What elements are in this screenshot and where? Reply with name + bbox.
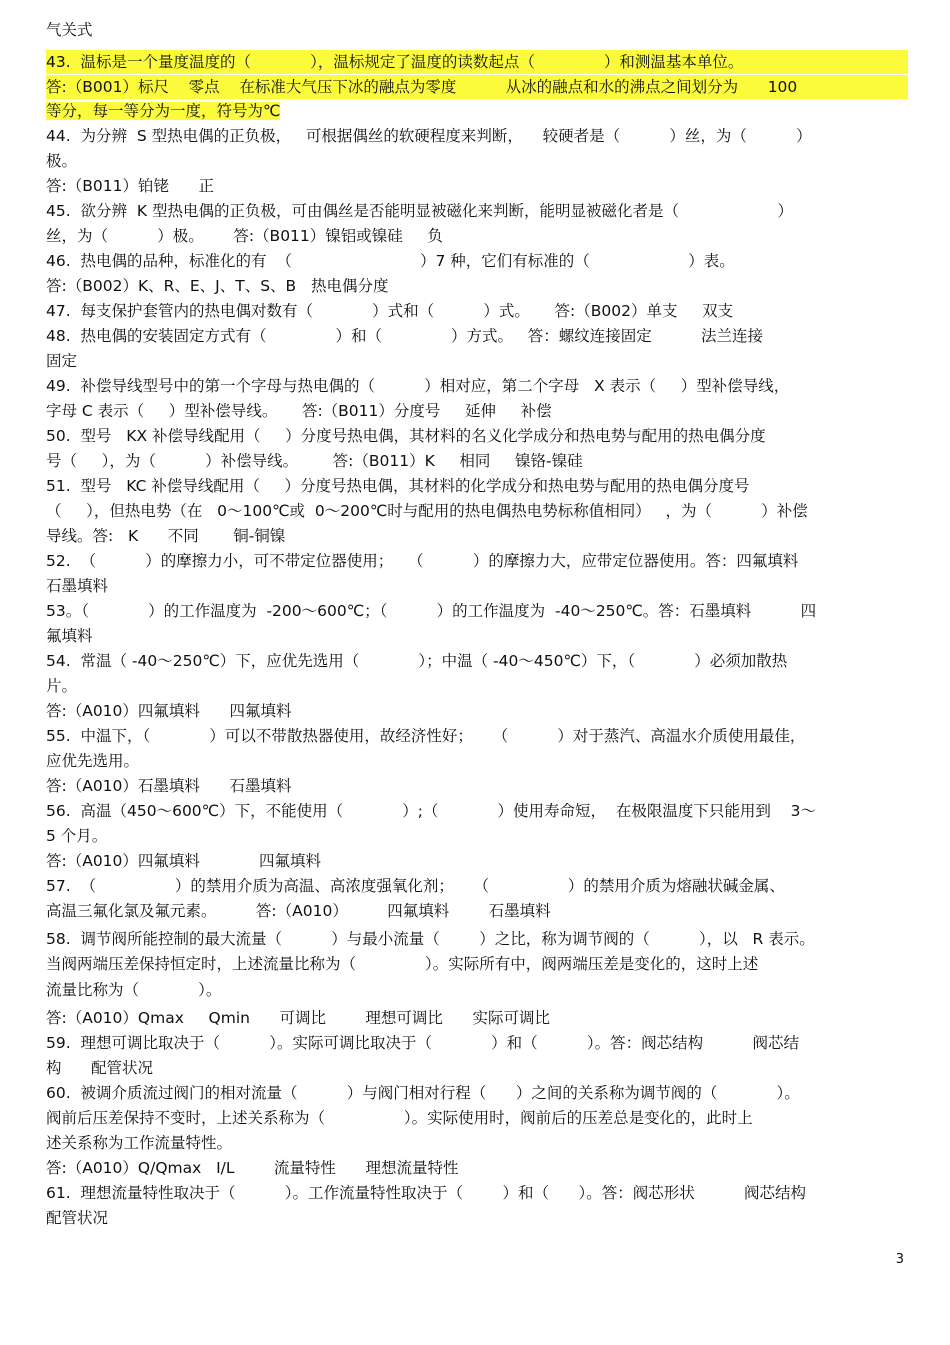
text-line: 60. 被调介质流过阀门的相对流量（ ）与阀门相对行程（ ）之间的关系称为调节阀的（ ）。 — [46, 1084, 800, 1102]
text-line: 述关系称为工作流量特性。 — [46, 1134, 233, 1152]
text-line: 应优先选用。 — [46, 752, 140, 770]
text-line: 46. 热电偶的品种，标准化的有 （ ）7 种，它们有标准的（ ）表。 — [46, 252, 735, 270]
text-line: 59. 理想可调比取决于（ ）。实际可调比取决于（ ）和（ ）。答：阀芯结构 阀芯结 — [46, 1034, 799, 1052]
text-line: 56. 高温（450～600℃）下，不能使用（ ）;（ ）使用寿命短， 在极限温度下只能用到 3～ — [46, 802, 816, 820]
text-line: 构 配管状况 — [46, 1059, 154, 1077]
text-line: 氟填料 — [46, 627, 93, 645]
highlighted-line: 答:（B001）标尺 零点 在标准大气压下冰的融点为零度 从冰的融点和水的沸点之间划分为 100 — [46, 75, 908, 99]
text-line: 49. 补偿导线型号中的第一个字母与热电偶的（ ）相对应，第二个字母 X 表示（ ）型补偿导线， — [46, 377, 790, 395]
text-line: 阀前后压差保持不变时，上述关系称为（ ）。实际使用时，阀前后的压差总是变化的，此时上 — [46, 1109, 753, 1127]
text-line: 固定 — [46, 352, 78, 370]
text-line: 58. 调节阀所能控制的最大流量（ ）与最小流量（ ）之比，称为调节阀的（ ），以 R 表示。 — [46, 930, 815, 948]
text-line: 47. 每支保护套管内的热电偶对数有（ ）式和（ ）式。 答:（B002）单支 双支 — [46, 302, 734, 320]
text-line: （ ），但热电势（在 0～100℃或 0～200℃时与配用的热电偶热电势标称值相同） ，为（ ）补偿 — [46, 502, 808, 520]
text-line: 答:（A010）Q/Qmax I/L 流量特性 理想流量特性 — [46, 1159, 459, 1177]
highlighted-line — [46, 99, 280, 123]
text-line: 导线。答: K 不同 铜-铜镍 — [46, 527, 286, 545]
text-line: 答:（A010）Qmax Qmin 可调比 理想可调比 实际可调比 — [46, 1009, 550, 1027]
text-line: 54. 常温（ -40～250℃）下，应优先选用（ ）；中温（ -40～450℃）下，（ ）必须加散热 — [46, 652, 788, 670]
text-line: 44. 为分辨 S 型热电偶的正负极， 可根据偶丝的软硬程度来判断， 较硬者是（ ）丝，为（ ） — [46, 127, 812, 145]
text-line: 答:（B002）K、R、E、J、T、S、B 热电偶分度 — [46, 277, 389, 295]
text-line: 48. 热电偶的安装固定方式有（ ）和（ ）方式。 答：螺纹连接固定 法兰连接 — [46, 327, 764, 345]
text-line: 45. 欲分辨 K 型热电偶的正负极，可由偶丝是否能明显被磁化来判断，能明显被磁化者是（ ） — [46, 202, 793, 220]
page-number: 3 — [895, 1252, 904, 1267]
text-line: 号（ ），为（ ）补偿导线。 答:（B011）K 相同 镍铬-镍硅 — [46, 452, 583, 470]
text-line: 气关式 — [46, 21, 93, 39]
text-line: 片。 — [46, 677, 78, 695]
text-line: 5 个月。 — [46, 827, 108, 845]
text-line: 答:（A010）四氟填料 四氟填料 — [46, 852, 322, 870]
text-line: 55. 中温下，（ ）可以不带散热器使用，故经济性好； （ ）对于蒸汽、高温水介质使用最佳， — [46, 727, 806, 745]
text-line: 答:（A010）石墨填料 石墨填料 — [46, 777, 292, 795]
text-line: 50. 型号 KX 补偿导线配用（ ）分度号热电偶，其材料的名义化学成分和热电势与配用的热电偶分度 — [46, 427, 766, 445]
text-line: 答:（A010）四氟填料 四氟填料 — [46, 702, 292, 720]
text-line: 石墨填料 — [46, 577, 109, 595]
text-line: 51. 型号 KC 补偿导线配用（ ）分度号热电偶，其材料的化学成分和热电势与配用的热电偶分度号 — [46, 477, 750, 495]
text-line: 极。 — [46, 152, 78, 170]
text-line: 57. （ ）的禁用介质为高温、高浓度强氧化剂； （ ）的禁用介质为熔融状碱金属、 — [46, 877, 785, 895]
text-line: 答:（B011）铂铑 正 — [46, 177, 215, 195]
highlighted-line: 43. 温标是一个量度温度的（ ），温标规定了温度的读数起点（ ）和测温基本单位。 — [46, 50, 908, 74]
text-line: 53。（ ）的工作温度为 -200～600℃；（ ）的工作温度为 -40～250℃。答：石墨填料 四 — [46, 602, 817, 620]
text-line: 高温三氟化氯及氟元素。 答:（A010） 四氟填料 石墨填料 — [46, 902, 551, 920]
highlight-span: 等分，每一等分为一度，符号为℃ — [46, 102, 281, 120]
text-line: 字母 C 表示（ ）型补偿导线。 答:（B011）分度号 延伸 补偿 — [46, 402, 552, 420]
text-line: 丝，为（ ）极。 答:（B011）镍铝或镍硅 负 — [46, 227, 443, 245]
text-line: 52. （ ）的摩擦力小，可不带定位器使用； （ ）的摩擦力大，应带定位器使用。答：四氟填料 — [46, 552, 799, 570]
text-line: 流量比称为（ ）。 — [46, 981, 222, 999]
text-line: 61. 理想流量特性取决于（ ）。工作流量特性取决于（ ）和（ ）。答：阀芯形状 阀芯结构 — [46, 1184, 807, 1202]
text-line: 配管状况 — [46, 1209, 109, 1227]
text-line: 当阀两端压差保持恒定时，上述流量比称为（ ）。实际所有中，阀两端压差是变化的，这时上述 — [46, 955, 759, 973]
